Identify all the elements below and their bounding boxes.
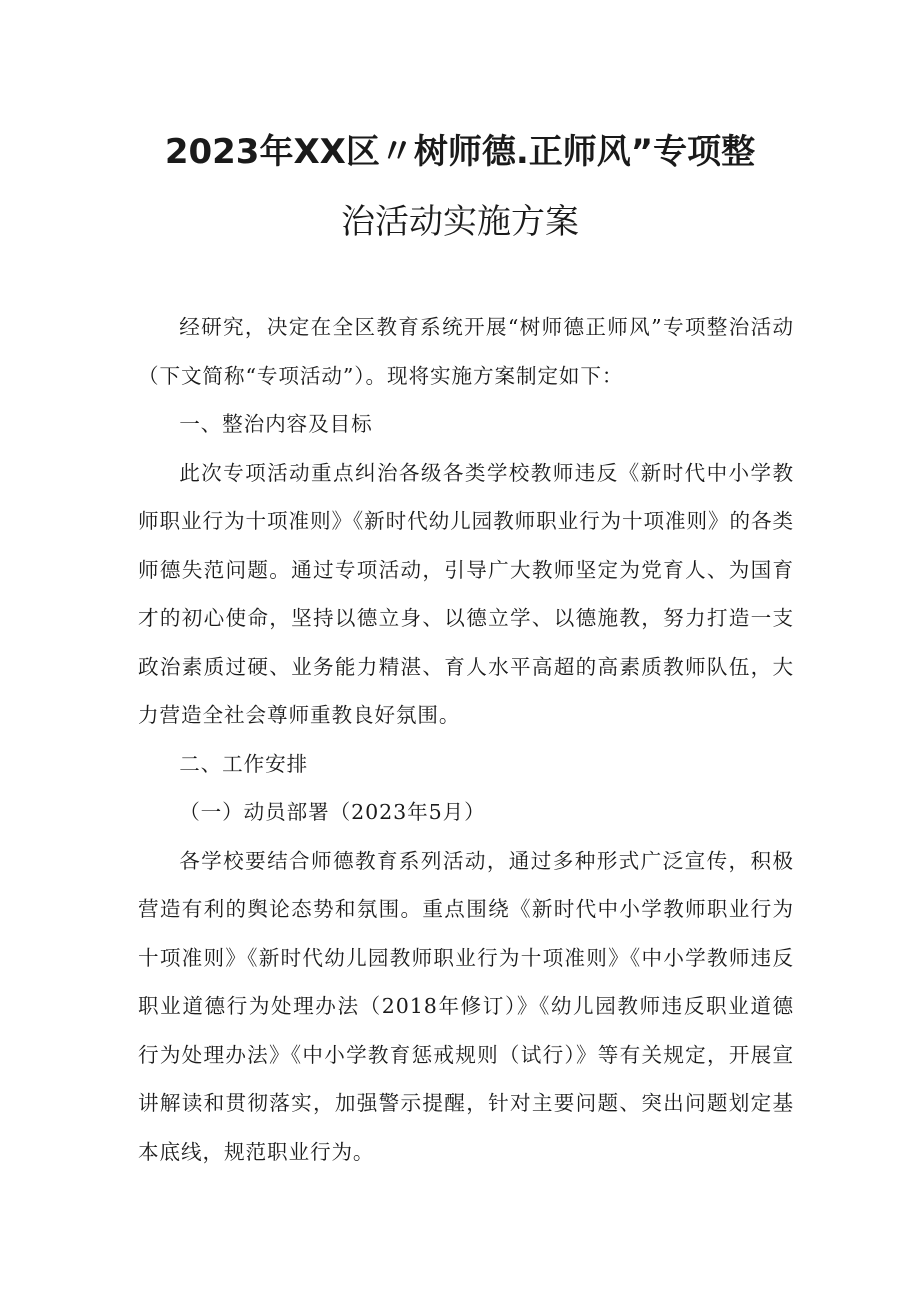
subsection-heading-1: （一）动员部署（2023年5月） [179,800,486,824]
paragraph-intro: 经研究，决定在全区教育系统开展“树师德正师风”专项整治活动（下文简称“专项活动”）。现将实施方案制定如下： [138,315,794,388]
section-heading-1: 一、整治内容及目标 [179,412,373,436]
document-body [138,303,794,1176]
section-heading-2: 二、工作安排 [179,751,309,776]
document-title-line-1: 2023年XX区〃树师德.正师风”专项整 [164,132,756,172]
paragraph-mobilization: 各学校要结合师德教育系列活动，通过多种形式广泛宣传，积极营造有利的舆论态势和氛围。重点围绕《新时代中小学教师职业行为十项准则》《新时代幼儿园教师职业行为十项准则》《中小学教师违反职业道德行为处理办法（2018年修订）》《幼儿园教师违反职业道德行为处理办法》《中小学教育惩戒规则（试行）》等有关规定，开展宣讲解读和贯彻落实，加强警示提醒，针对主要问题、突出问题划定基本底线，规范职业行为。 [138,848,794,1164]
paragraph-content-goals: 此次专项活动重点纠治各级各类学校教师违反《新时代中小学教师职业行为十项准则》《新时代幼儿园教师职业行为十项准则》的各类师德失范问题。通过专项活动，引导广大教师坚定为党育人、为国育才的初心使命，坚持以德立身、以德立学、以德施教，努力打造一支政治素质过硬、业务能力精湛、育人水平高超的高素质教师队伍，大力营造全社会尊师重教良好氛围。 [138,460,795,727]
document-title-line-2: 治活动实施方案 [341,202,579,242]
